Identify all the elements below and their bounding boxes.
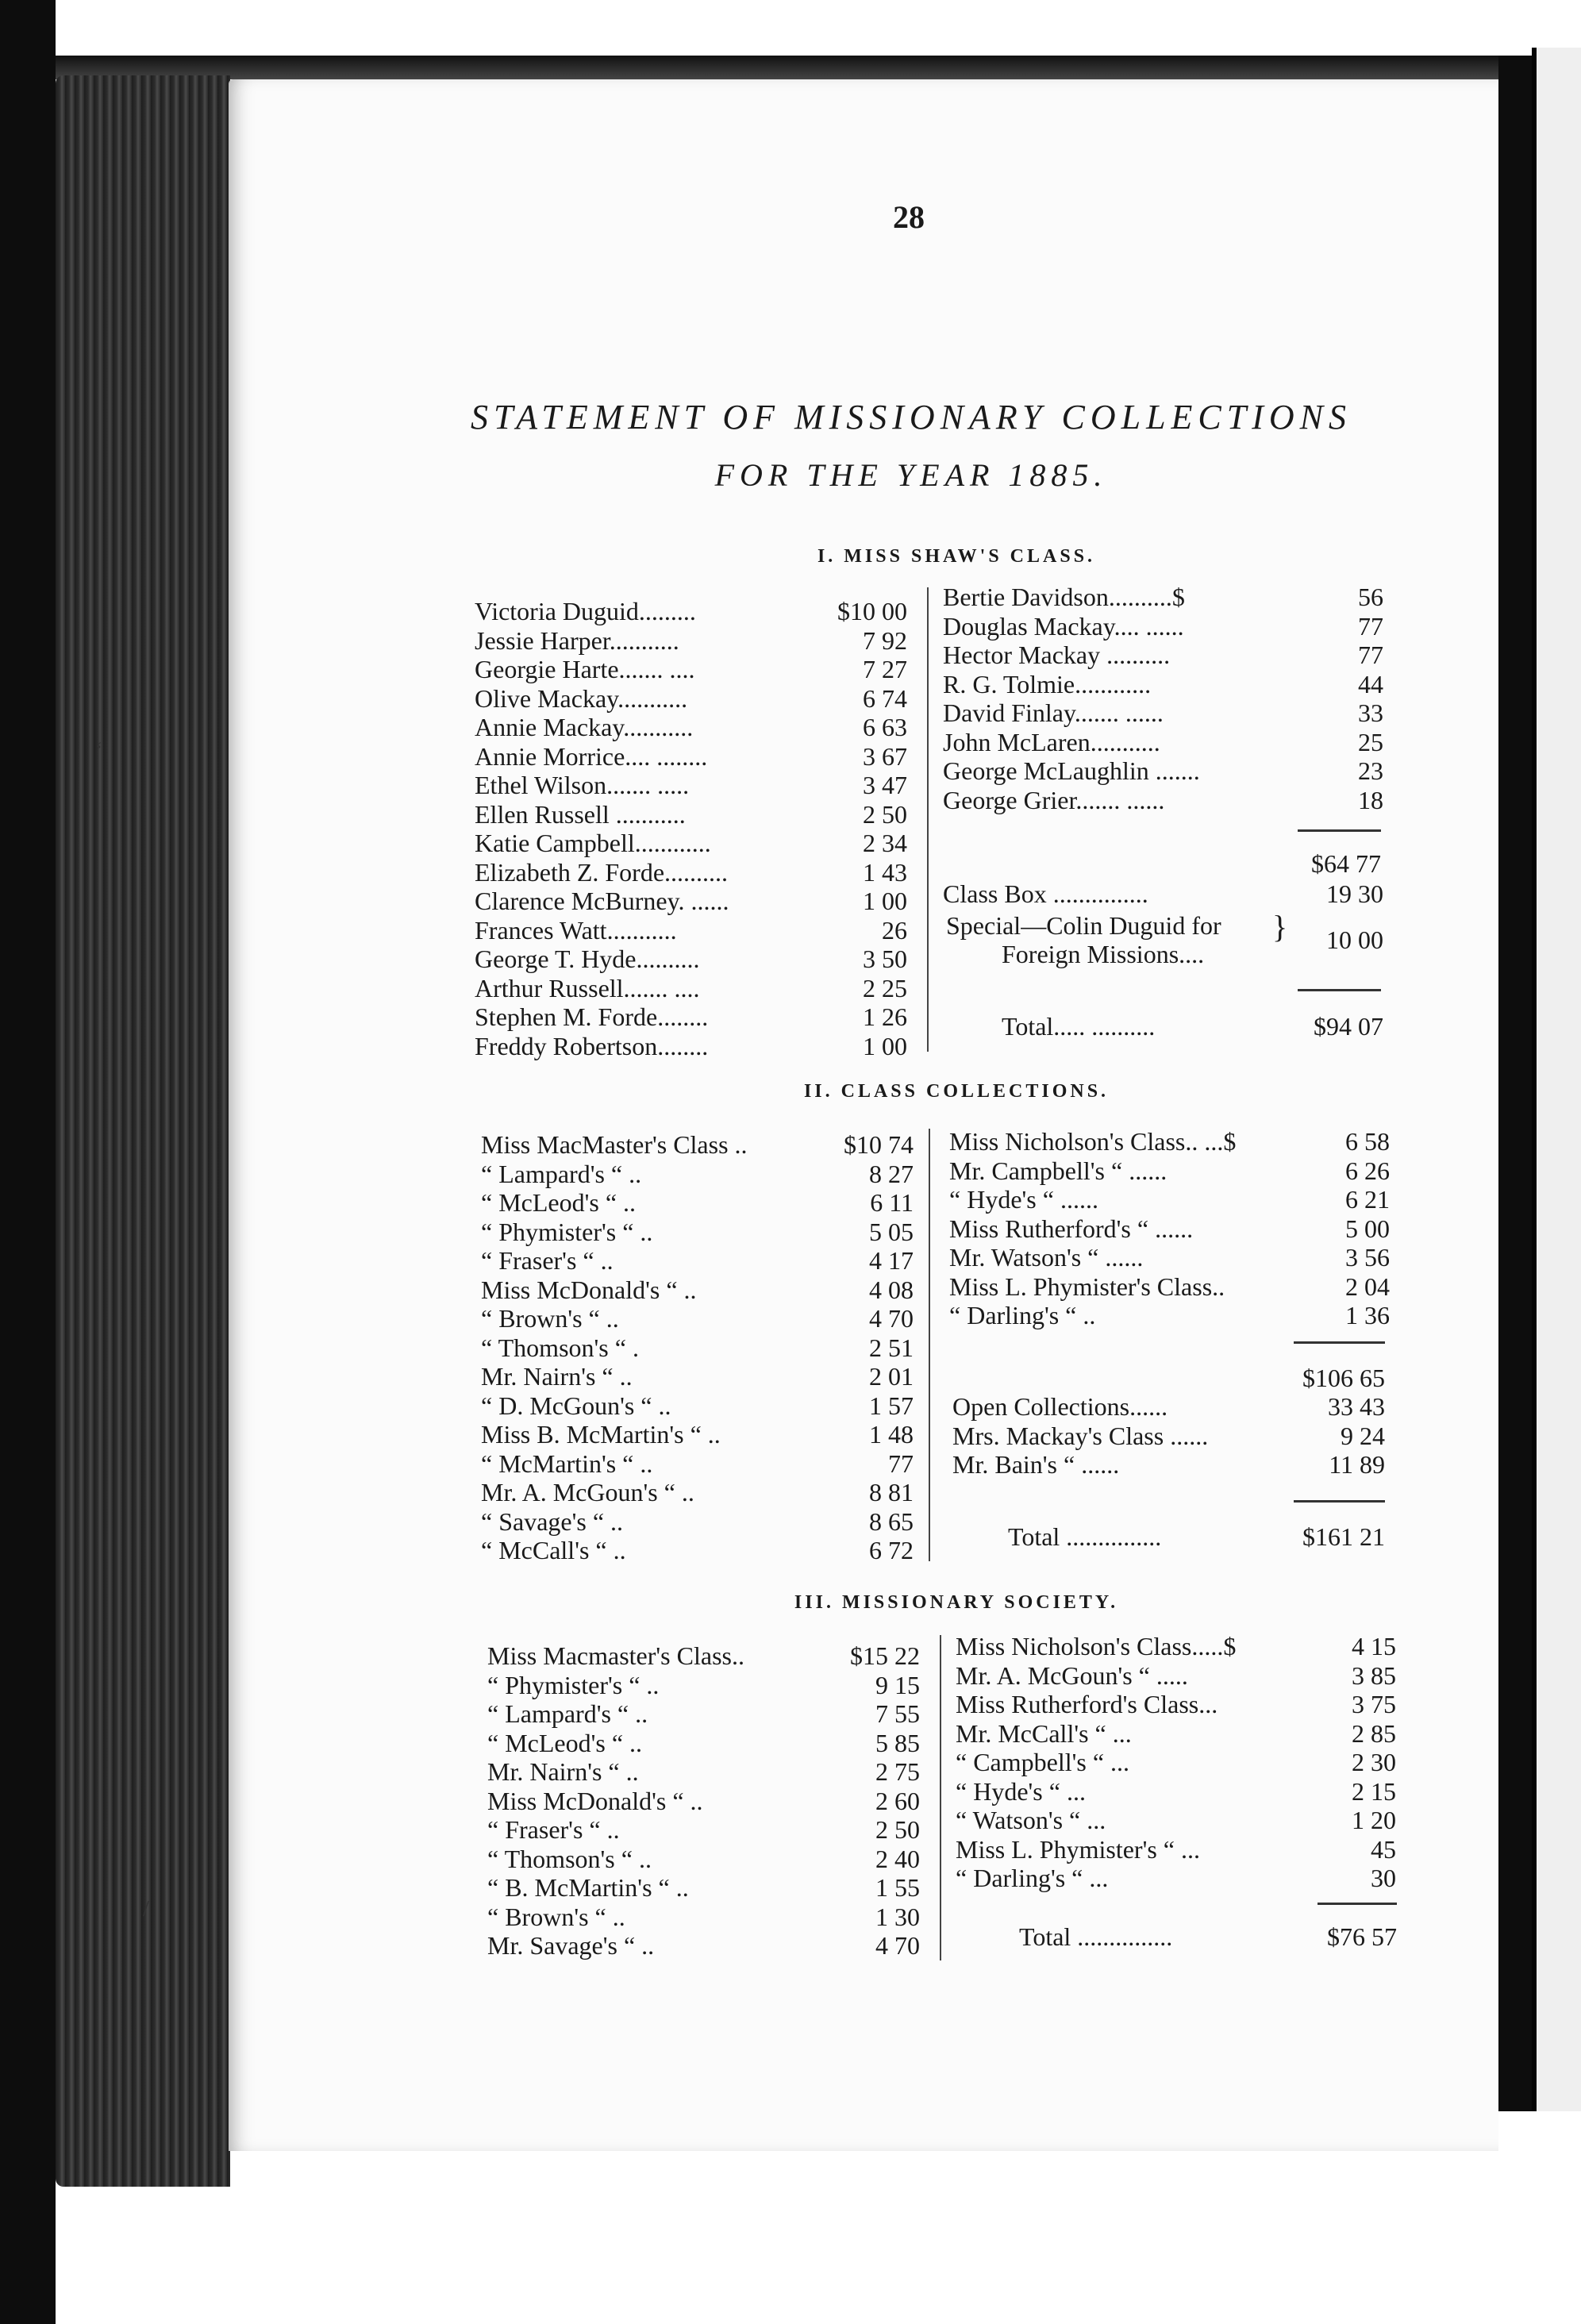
contribution-row — [475, 829, 907, 858]
entry-amount: 7 55 — [875, 1699, 920, 1728]
entry-name: Mr. Bain's “ ...... — [952, 1450, 1120, 1479]
entry-amount: 18 — [1358, 785, 1383, 814]
entry-name: George McLaughlin ....... — [943, 756, 1200, 785]
class-collection-row — [481, 1391, 914, 1421]
entry-amount: 77 — [888, 1449, 914, 1478]
entry-name: George T. Hyde.......... — [475, 945, 700, 973]
entry-name: “ Fraser's “ .. — [487, 1815, 620, 1844]
entry-name: R. G. Tolmie............ — [943, 669, 1152, 698]
class-collection-row — [481, 1478, 914, 1507]
entry-name: “ Phymister's “ .. — [481, 1217, 653, 1246]
society-collection-row — [487, 1699, 920, 1729]
contribution-row — [943, 670, 1383, 699]
entry-amount: 5 05 — [869, 1217, 914, 1246]
contribution-row — [943, 641, 1383, 670]
contribution-row — [943, 612, 1383, 641]
entry-amount: 6 72 — [869, 1536, 914, 1564]
entry-amount: 6 74 — [863, 683, 907, 713]
class-collection-row — [481, 1304, 914, 1333]
entry-amount: 3 85 — [1352, 1660, 1396, 1690]
entry-name: Ethel Wilson....... ..... — [475, 771, 690, 799]
entry-name: Mr. A. McGoun's “ ..... — [956, 1660, 1188, 1690]
total-amount: $161 21 — [1302, 1522, 1385, 1551]
entry-name: Hector Mackay .......... — [943, 641, 1171, 669]
entry-amount: 30 — [1371, 1864, 1396, 1892]
class-collection-row — [949, 1156, 1390, 1186]
entry-name: Miss B. McMartin's “ .. — [481, 1420, 721, 1449]
entry-amount: 1 43 — [863, 857, 907, 887]
contribution-row — [943, 786, 1383, 815]
section1-left-list — [475, 597, 907, 1060]
entry-amount: 2 01 — [869, 1362, 914, 1391]
section-heading-missionary-society: III. MISSIONARY SOCIETY. — [794, 1592, 1119, 1613]
entry-amount: 11 89 — [1329, 1450, 1385, 1479]
entry-name: Annie Mackay........... — [475, 713, 694, 741]
entry-name: “ Campbell's “ ... — [956, 1748, 1130, 1776]
section1-right-list — [943, 583, 1383, 814]
entry-name: “ McLeod's “ .. — [487, 1728, 643, 1757]
entry-name: “ D. McGoun's “ .. — [481, 1391, 671, 1420]
class-collection-row — [481, 1160, 914, 1189]
entry-amount: 2 04 — [1345, 1272, 1390, 1301]
entry-name: Mr. Watson's “ ...... — [949, 1243, 1144, 1272]
contribution-row — [475, 916, 907, 945]
class-collection-row — [949, 1214, 1390, 1244]
entry-amount: 2 15 — [1352, 1776, 1396, 1806]
entry-name: “ Thomson's “ . — [481, 1333, 639, 1362]
society-collection-row — [956, 1690, 1396, 1719]
contribution-row — [475, 713, 907, 742]
total-rule — [1298, 989, 1381, 991]
entry-amount: 3 50 — [863, 945, 907, 973]
entry-amount: 1 26 — [863, 1002, 907, 1031]
section2-right-list — [949, 1127, 1390, 1330]
entry-name: Bertie Davidson..........$ — [943, 583, 1185, 611]
entry-amount: 7 27 — [863, 655, 907, 683]
section-heading-class-collections: II. CLASS COLLECTIONS. — [803, 1081, 1110, 1102]
contribution-row — [475, 742, 907, 771]
entry-amount: 4 17 — [869, 1246, 914, 1275]
entry-amount: 8 65 — [869, 1506, 914, 1536]
entry-name: Miss Rutherford's Class... — [956, 1690, 1218, 1718]
entry-name: Mr. Savage's “ .. — [487, 1931, 655, 1960]
society-collection-row — [487, 1931, 920, 1960]
entry-name: Mr. McCall's “ ... — [956, 1718, 1132, 1748]
contribution-row — [475, 684, 907, 714]
contribution-row — [475, 1032, 907, 1061]
total-label: Total ............... — [1019, 1922, 1173, 1951]
entry-name: Clarence McBurney. ...... — [475, 887, 729, 915]
entry-name: Jessie Harper........... — [475, 625, 679, 655]
book-top-edge — [56, 56, 1500, 79]
entry-amount: 45 — [1371, 1834, 1396, 1864]
section3-left-list — [487, 1641, 920, 1960]
class-collection-row — [949, 1243, 1390, 1272]
entry-amount: 2 85 — [1352, 1718, 1396, 1748]
entry-name: George Grier....... ...... — [943, 785, 1165, 814]
entry-amount: 33 43 — [1328, 1392, 1385, 1421]
total-amount: $76 57 — [1327, 1922, 1397, 1951]
total-amount: $94 07 — [1314, 1012, 1383, 1041]
entry-name: “ McMartin's “ .. — [481, 1449, 653, 1478]
entry-name: John McLaren........... — [943, 727, 1160, 756]
class-box-label: Class Box ............... — [943, 879, 1148, 908]
entry-amount: $15 22 — [850, 1641, 920, 1670]
class-collection-row — [481, 1507, 914, 1537]
entry-name: “ Savage's “ .. — [481, 1506, 624, 1536]
entry-name: Miss McDonald's “ .. — [481, 1275, 697, 1304]
contribution-row — [475, 1002, 907, 1032]
total-rule — [1318, 1903, 1397, 1905]
entry-amount: 2 50 — [875, 1815, 920, 1844]
entry-amount: 6 21 — [1345, 1185, 1390, 1214]
entry-amount: 1 00 — [863, 1031, 907, 1060]
class-collection-row — [481, 1420, 914, 1449]
entry-amount: $10 74 — [844, 1130, 914, 1159]
entry-name: Miss MacMaster's Class .. — [481, 1130, 748, 1159]
page-block-edges — [56, 75, 230, 2187]
entry-amount: 77 — [1358, 611, 1383, 641]
entry-amount: 4 15 — [1352, 1632, 1396, 1660]
class-collection-row — [481, 1218, 914, 1247]
society-collection-row — [956, 1632, 1396, 1661]
entry-name: “ Brown's “ .. — [481, 1304, 619, 1333]
class-collection-row — [949, 1272, 1390, 1302]
contribution-row — [475, 800, 907, 829]
entry-amount: 6 26 — [1345, 1156, 1390, 1185]
entry-name: Georgie Harte....... .... — [475, 655, 695, 683]
entry-name: Miss Nicholson's Class.....$ — [956, 1632, 1237, 1660]
entry-amount: 2 51 — [869, 1333, 914, 1362]
special-amount: 10 00 — [1326, 925, 1383, 954]
brace-glyph: } — [1272, 909, 1288, 945]
entry-amount: 1 00 — [863, 887, 907, 915]
entry-name: Miss Macmaster's Class.. — [487, 1641, 744, 1670]
section1-subtotal: $64 77 — [1311, 849, 1381, 878]
special-line1: Special—Colin Duguid for — [946, 911, 1221, 940]
class-box-row — [943, 879, 1383, 909]
society-collection-row — [487, 1671, 920, 1700]
section-heading-miss-shaws-class: I. MISS SHAW'S CLASS. — [817, 546, 1096, 567]
entry-amount: 9 15 — [875, 1670, 920, 1699]
entry-amount: 1 55 — [875, 1873, 920, 1902]
entry-name: Mr. A. McGoun's “ .. — [481, 1478, 694, 1506]
society-collection-row — [956, 1777, 1396, 1806]
entry-amount: 26 — [882, 915, 907, 945]
entry-name: “ Lampard's “ .. — [487, 1699, 648, 1728]
entry-amount: 2 75 — [875, 1757, 920, 1786]
entry-amount: 1 36 — [1345, 1301, 1390, 1329]
contribution-row — [475, 597, 907, 626]
contribution-row — [943, 728, 1383, 757]
collection-row — [952, 1422, 1385, 1451]
entry-amount: 2 25 — [863, 973, 907, 1002]
entry-name: Miss L. Phymister's Class.. — [949, 1272, 1225, 1301]
entry-name: “ Darling's “ ... — [956, 1864, 1109, 1892]
section2-extras-list — [952, 1392, 1385, 1479]
entry-amount: 5 00 — [1345, 1214, 1390, 1243]
margin-mark: ‘ — [95, 738, 103, 763]
society-collection-row — [956, 1806, 1396, 1835]
entry-name: “ Hyde's “ ...... — [949, 1185, 1098, 1214]
entry-name: Mr. Campbell's “ ...... — [949, 1156, 1167, 1185]
entry-amount: 3 56 — [1345, 1243, 1390, 1272]
contribution-row — [475, 974, 907, 1003]
entry-amount: 1 30 — [875, 1902, 920, 1931]
entry-name: Frances Watt........... — [475, 915, 677, 945]
contribution-row — [475, 945, 907, 974]
class-collection-row — [949, 1185, 1390, 1214]
subtotal-rule — [1294, 1341, 1385, 1344]
entry-name: “ Fraser's “ .. — [481, 1246, 614, 1275]
entry-name: “ Darling's “ .. — [949, 1301, 1096, 1329]
entry-name: “ Lampard's “ .. — [481, 1159, 642, 1188]
entry-amount: 1 57 — [869, 1391, 914, 1420]
contribution-row — [943, 583, 1383, 612]
entry-name: Ellen Russell ........... — [475, 799, 686, 829]
class-collection-row — [481, 1276, 914, 1305]
entry-amount: 2 60 — [875, 1786, 920, 1815]
society-collection-row — [487, 1787, 920, 1816]
entry-amount: 2 40 — [875, 1844, 920, 1873]
contribution-row — [943, 698, 1383, 728]
class-collection-row — [481, 1362, 914, 1391]
entry-amount: 23 — [1358, 756, 1383, 785]
entry-name: “ Phymister's “ .. — [487, 1670, 660, 1699]
section3-total-row — [1019, 1922, 1397, 1952]
entry-name: Victoria Duguid......... — [475, 597, 696, 625]
entry-amount: 1 48 — [869, 1420, 914, 1449]
entry-name: Elizabeth Z. Forde.......... — [475, 857, 729, 887]
society-collection-row — [487, 1815, 920, 1845]
entry-amount: 8 27 — [869, 1159, 914, 1188]
margin-mark: / — [143, 1897, 149, 1922]
contribution-row — [475, 655, 907, 684]
entry-amount: 3 75 — [1352, 1690, 1396, 1718]
entry-amount: $10 00 — [837, 597, 907, 625]
entry-name: “ McCall's “ .. — [481, 1536, 626, 1564]
class-collection-row — [949, 1127, 1390, 1156]
entry-name: “ Watson's “ ... — [956, 1806, 1106, 1834]
contribution-row — [475, 858, 907, 887]
society-collection-row — [487, 1903, 920, 1932]
contribution-row — [943, 756, 1383, 786]
class-box-amount: 19 30 — [1326, 879, 1383, 908]
entry-amount: 8 81 — [869, 1478, 914, 1506]
entry-amount: 2 34 — [863, 829, 907, 857]
society-collection-row — [956, 1748, 1396, 1777]
total-label: Total..... .......... — [1002, 1012, 1156, 1041]
section3-right-list — [956, 1632, 1396, 1893]
entry-name: “ B. McMartin's “ .. — [487, 1873, 689, 1902]
class-collection-row — [481, 1536, 914, 1565]
entry-name: Arthur Russell....... .... — [475, 973, 700, 1002]
entry-amount: 6 11 — [870, 1188, 914, 1217]
entry-name: Olive Mackay........... — [475, 683, 688, 713]
special-line2: Foreign Missions.... — [1002, 940, 1205, 968]
class-collection-row — [481, 1130, 914, 1160]
entry-name: Freddy Robertson........ — [475, 1031, 709, 1060]
society-collection-row — [487, 1641, 920, 1671]
entry-name: Miss Rutherford's “ ...... — [949, 1214, 1194, 1243]
entry-amount: 1 20 — [1352, 1806, 1396, 1834]
society-collection-row — [487, 1845, 920, 1874]
entry-name: Annie Morrice.... ........ — [475, 741, 708, 771]
entry-name: “ Brown's “ .. — [487, 1902, 625, 1931]
society-collection-row — [487, 1729, 920, 1758]
entry-amount: 4 08 — [869, 1275, 914, 1304]
class-collection-row — [949, 1301, 1390, 1330]
entry-amount: 25 — [1358, 727, 1383, 756]
entry-amount: 2 30 — [1352, 1748, 1396, 1776]
entry-name: “ McLeod's “ .. — [481, 1188, 637, 1217]
contribution-row — [475, 626, 907, 656]
total-rule — [1294, 1500, 1385, 1503]
entry-name: Douglas Mackay.... ...... — [943, 611, 1184, 641]
entry-name: Mrs. Mackay's Class ...... — [952, 1421, 1209, 1450]
entry-amount: 7 92 — [863, 625, 907, 655]
society-collection-row — [487, 1757, 920, 1787]
entry-name: Katie Campbell............ — [475, 829, 711, 857]
section2-subtotal: $106 65 — [1302, 1364, 1385, 1392]
entry-name: Mr. Nairn's “ .. — [481, 1362, 633, 1391]
section2-total-row — [1008, 1522, 1385, 1552]
entry-name: David Finlay....... ...... — [943, 698, 1164, 727]
entry-amount: 77 — [1358, 641, 1383, 669]
class-collection-row — [481, 1188, 914, 1218]
total-label: Total ............... — [1008, 1522, 1162, 1551]
entry-amount: 56 — [1358, 583, 1383, 611]
contribution-row — [475, 771, 907, 800]
contribution-row — [475, 887, 907, 916]
page-number: 28 — [893, 199, 925, 235]
entry-amount: 5 85 — [875, 1728, 920, 1757]
column-divider — [929, 1129, 930, 1561]
entry-name: Miss Nicholson's Class.. ...$ — [949, 1127, 1237, 1156]
page-title: STATEMENT OF MISSIONARY COLLECTIONS — [470, 398, 1352, 437]
entry-amount: 44 — [1358, 669, 1383, 698]
class-collection-row — [481, 1333, 914, 1363]
entry-name: Stephen M. Forde........ — [475, 1002, 709, 1031]
book-spine-shadow — [0, 0, 56, 2324]
section1-total-row — [1002, 1012, 1383, 1041]
society-collection-row — [956, 1661, 1396, 1691]
collection-row — [952, 1392, 1385, 1422]
column-divider — [927, 587, 929, 1052]
entry-name: Miss L. Phymister's “ ... — [956, 1834, 1200, 1864]
entry-amount: 3 47 — [863, 771, 907, 799]
society-collection-row — [956, 1864, 1396, 1893]
entry-amount: 6 63 — [863, 713, 907, 741]
class-collection-row — [481, 1246, 914, 1276]
entry-amount: 4 70 — [869, 1304, 914, 1333]
entry-name: Mr. Nairn's “ .. — [487, 1757, 639, 1786]
society-collection-row — [487, 1873, 920, 1903]
entry-name: “ Thomson's “ .. — [487, 1844, 652, 1873]
collection-row — [952, 1450, 1385, 1479]
entry-amount: 2 50 — [863, 799, 907, 829]
entry-name: “ Hyde's “ ... — [956, 1776, 1086, 1806]
entry-amount: 9 24 — [1341, 1421, 1385, 1450]
entry-name: Open Collections...... — [952, 1392, 1168, 1421]
class-collection-row — [481, 1449, 914, 1479]
column-divider — [940, 1635, 941, 1960]
next-page-edge — [1532, 48, 1581, 2111]
section2-left-list — [481, 1130, 914, 1565]
entry-amount: 6 58 — [1345, 1127, 1390, 1156]
society-collection-row — [956, 1835, 1396, 1864]
entry-amount: 3 67 — [863, 741, 907, 771]
subtotal-rule — [1298, 829, 1381, 832]
entry-amount: 33 — [1358, 698, 1383, 727]
entry-amount: 4 70 — [875, 1931, 920, 1960]
page-subtitle: FOR THE YEAR 1885. — [714, 457, 1108, 493]
entry-name: Miss McDonald's “ .. — [487, 1786, 703, 1815]
society-collection-row — [956, 1719, 1396, 1749]
